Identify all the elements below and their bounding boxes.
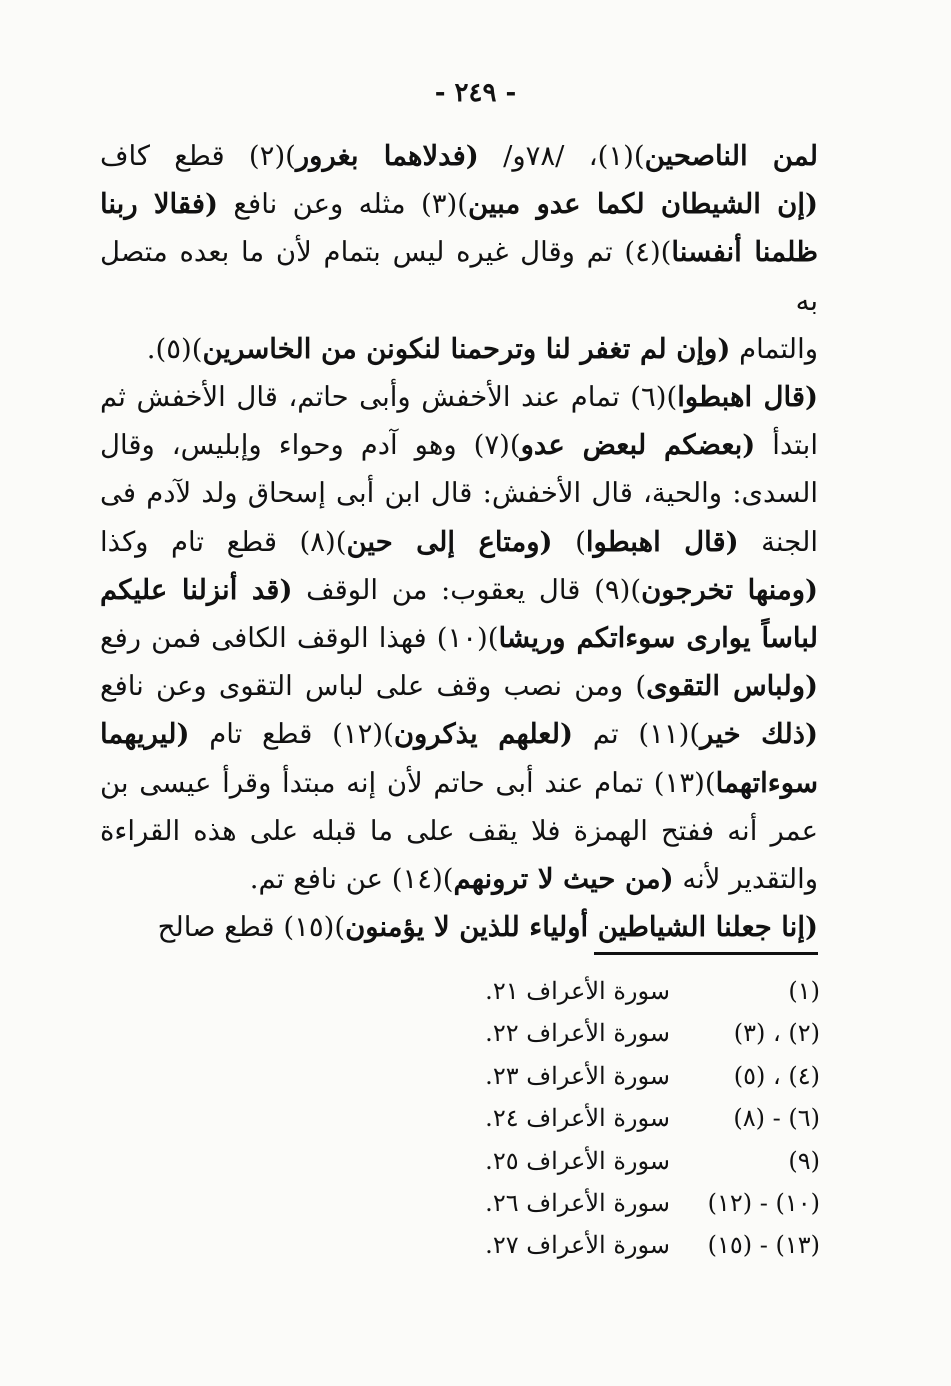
footnote-text: سورة الأعراف ٢١. (485, 977, 670, 1005)
commentary-text: عمر أنه ففتح الهمزة فلا يقف على ما قبله على هذه القراءة (100, 814, 818, 847)
text-line (100, 807, 818, 855)
body-text (100, 132, 818, 951)
quran-quote: (ومنها تخرجون (641, 573, 818, 606)
footnote-text: سورة الأعراف ٢٧. (485, 1231, 670, 1260)
commentary-text: )(٥). (146, 332, 203, 365)
text-line (100, 325, 818, 373)
footnote-text: سورة الأعراف ٢٦. (485, 1189, 670, 1218)
page-number: - ٢٤٩ - (434, 78, 517, 108)
quran-quote: سوءاتهما (715, 766, 818, 799)
commentary-text: )(٧) وهو آدم وحواء وإبليس، وقال (100, 429, 521, 462)
text-line (100, 373, 818, 421)
quran-quote: (من حيث لا ترونهم (453, 863, 674, 896)
text-line (100, 759, 818, 807)
quran-quote: (قال اهبطوا (677, 381, 819, 414)
quran-quote: (قد أنزلنا عليكم (100, 573, 293, 606)
text-line (100, 421, 818, 469)
commentary-text: والتمام (730, 332, 818, 365)
footnote-number: (٤) ، (٥) (733, 1061, 820, 1090)
quran-quote: (بعضكم لبعض عدو (520, 429, 756, 462)
commentary-text: ابتدأ (755, 429, 818, 462)
commentary-text: )(١١) تم (572, 718, 701, 751)
quran-quote: (ليريهما (100, 718, 190, 751)
quran-quote: (لعلهم يذكرون (393, 718, 573, 751)
footnote-row (480, 1097, 820, 1139)
quran-quote: (وإن لم تغفر لنا وترحمنا لنكونن من الخاسرين (202, 332, 731, 365)
text-line (100, 132, 818, 180)
footnote-text: سورة الأعراف ٢٣. (485, 1061, 670, 1090)
quran-quote: لباساً يوارى سوءاتكم وريشا (498, 622, 818, 655)
text-line (100, 855, 818, 903)
text-line (100, 710, 818, 758)
quran-quote: (فقالا ربنا (100, 188, 218, 221)
commentary-text: السدى: والحية، قال الأخفش: قال ابن أبى إسحاق ولد لآدم فى (100, 477, 818, 510)
text-line (100, 228, 818, 324)
footnote-text: سورة الأعراف ٢٤. (485, 1104, 670, 1133)
quran-quote: ظلمنا أنفسنا (671, 236, 818, 269)
footnote-row (480, 1012, 820, 1054)
quran-quote: (ومتاع إلى حين (346, 525, 553, 558)
commentary-text: )(١٠) فهذا الوقف الكافى فمن رفع (100, 622, 499, 655)
text-line (100, 662, 818, 710)
footnote-row (480, 1182, 820, 1224)
commentary-text: )(١٢) قطع تام (189, 718, 394, 751)
footnote-row (480, 1055, 820, 1097)
quran-quote: (ذلك خير (700, 718, 818, 751)
footnote-text: سورة الأعراف ٢٢. (485, 1019, 670, 1048)
commentary-text: )(١٥) قطع صالح (157, 911, 346, 944)
text-line (100, 614, 818, 662)
commentary-text: الجنة (738, 525, 818, 558)
quran-quote: لمن الناصحين (644, 140, 818, 172)
text-line (100, 566, 818, 614)
footnote-number: (١٣) - (١٥) (707, 1231, 820, 1260)
commentary-text: )(٢) قطع كاف (100, 140, 296, 172)
text-line (100, 180, 818, 228)
footnote-divider (594, 952, 818, 955)
commentary-text: )(١٣) تمام عند أبى حاتم لأن إنه مبتدأ وقرأ عيسى بن (100, 766, 716, 799)
quran-quote: (إن الشيطان لكما عدو مبين (467, 188, 818, 221)
commentary-text: )(٦) تمام عند الأخفش وأبى حاتم، قال الأخفش ثم (100, 381, 678, 414)
footnote-row (480, 1224, 820, 1266)
footnote-row (480, 1140, 820, 1182)
commentary-text: والتقدير لأنه (673, 863, 818, 896)
footnote-number: (٩) (788, 1146, 820, 1175)
text-line (100, 469, 818, 517)
text-line (100, 518, 818, 566)
commentary-text: ) (552, 525, 586, 558)
quran-quote: (ولباس التقوى (646, 670, 818, 703)
commentary-text: )(١)، /٧٨و/ (478, 140, 645, 172)
commentary-text: )(٣) مثله وعن نافع (218, 188, 468, 221)
footnote-row (480, 970, 820, 1012)
footnote-number: (١٠) - (١٢) (707, 1189, 820, 1218)
text-line (100, 903, 818, 951)
commentary-text: )(٨) قطع تام وكذا (100, 525, 347, 558)
quran-quote: (إنا جعلنا الشياطين أولياء للذين لا يؤمنون (345, 911, 818, 944)
quran-quote: (فدلاهما بغرور (295, 140, 479, 172)
footnotes (480, 970, 820, 1267)
commentary-text: )(١٤) عن نافع تم. (249, 863, 454, 896)
footnote-number: (٦) - (٨) (733, 1104, 820, 1133)
commentary-text: )(٩) قال يعقوب: من الوقف (292, 573, 642, 606)
footnote-text: سورة الأعراف ٢٥. (485, 1146, 670, 1175)
quran-quote: (قال اهبطوا (585, 525, 739, 558)
footnote-number: (١) (788, 977, 820, 1005)
commentary-text: )(٤) تم وقال غيره ليس بتمام لأن ما بعده متصل به (100, 236, 818, 317)
commentary-text: ) ومن نصب وقف على لباس التقوى وعن نافع (100, 670, 647, 703)
footnote-number: (٢) ، (٣) (733, 1019, 820, 1048)
